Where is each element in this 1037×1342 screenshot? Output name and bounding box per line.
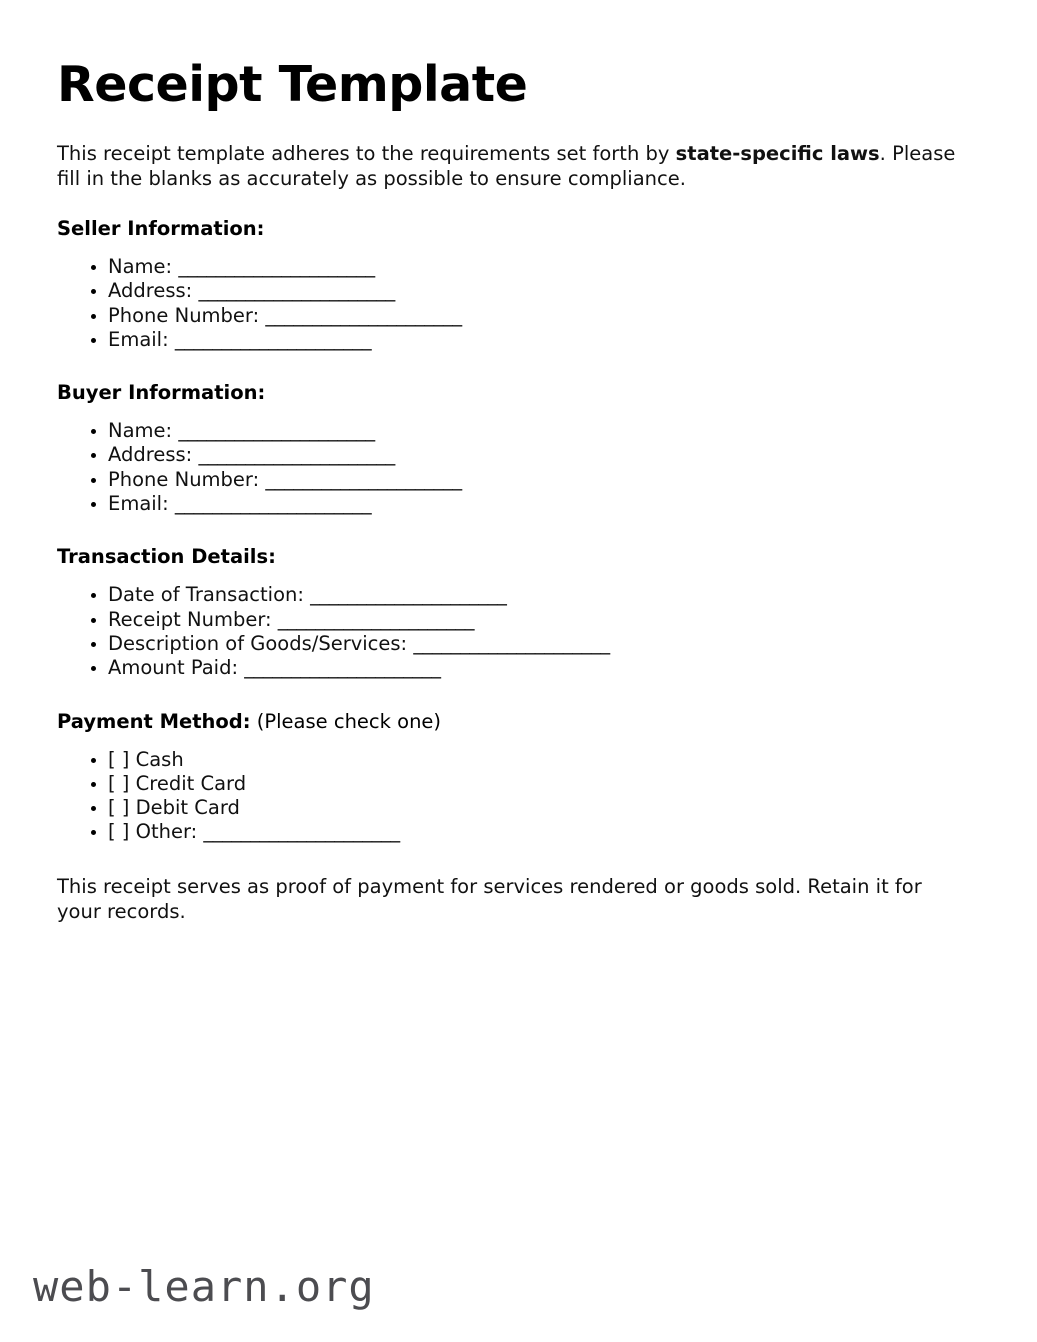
checkbox-option-debit-card[interactable]: [ ] Debit Card bbox=[108, 796, 240, 820]
list-item bbox=[57, 468, 965, 492]
intro-text-after: . Please fill in the blanks as accurately as possible to ensure compliance. bbox=[57, 142, 956, 190]
field-blank[interactable]: _____________________ bbox=[277, 607, 475, 631]
intro-text-before: This receipt template adheres to the requirements set forth by bbox=[57, 142, 676, 165]
closing-paragraph: This receipt serves as proof of payment for services rendered or goods sold. Retain it for your records. bbox=[57, 874, 922, 923]
list-item[interactable] bbox=[57, 796, 965, 820]
buyer-information-list bbox=[57, 419, 965, 516]
field-blank[interactable]: _____________________ bbox=[413, 631, 610, 655]
list-item bbox=[57, 255, 965, 279]
list-item bbox=[57, 492, 965, 516]
field-label: Phone Number: bbox=[108, 467, 266, 491]
payment-method-note: (Please check one) bbox=[250, 709, 442, 733]
field-blank[interactable]: _____________________ bbox=[198, 443, 395, 467]
field-blank[interactable]: _____________________ bbox=[203, 820, 400, 844]
list-item bbox=[57, 656, 965, 680]
field-blank[interactable]: _____________________ bbox=[265, 467, 462, 491]
field-label: Address: bbox=[108, 279, 199, 303]
payment-method-label: Payment Method: bbox=[57, 709, 251, 733]
list-item[interactable] bbox=[57, 748, 965, 772]
transaction-details-list bbox=[57, 583, 965, 680]
document-content bbox=[57, 56, 965, 924]
field-label: Receipt Number: bbox=[108, 607, 278, 631]
list-item[interactable] bbox=[57, 772, 965, 796]
checkbox-option-credit-card[interactable]: [ ] Credit Card bbox=[108, 771, 247, 795]
section-heading-buyer: Buyer Information: bbox=[57, 381, 266, 405]
field-label: Name: bbox=[108, 419, 179, 443]
list-item bbox=[57, 583, 965, 607]
field-label: Email: bbox=[108, 327, 175, 351]
field-blank[interactable]: _____________________ bbox=[178, 419, 375, 443]
field-label: Amount Paid: bbox=[108, 656, 245, 680]
page-title: Receipt Template bbox=[57, 56, 528, 113]
list-item bbox=[57, 608, 965, 632]
field-label: Date of Transaction: bbox=[108, 583, 311, 607]
field-label: Description of Goods/Services: bbox=[108, 631, 414, 655]
site-watermark: web-learn.org bbox=[33, 1262, 375, 1311]
field-blank[interactable]: _____________________ bbox=[174, 492, 372, 516]
section-heading-seller: Seller Information: bbox=[57, 217, 265, 240]
field-label: Email: bbox=[108, 492, 175, 516]
list-item bbox=[57, 304, 965, 328]
seller-information-list bbox=[57, 255, 965, 352]
list-item[interactable] bbox=[57, 820, 965, 844]
payment-method-list bbox=[57, 748, 965, 845]
section-heading-transaction: Transaction Details: bbox=[57, 545, 276, 569]
intro-emphasis: state-specific laws bbox=[675, 142, 880, 165]
field-label: Address: bbox=[108, 443, 199, 467]
checkbox-option-cash[interactable]: [ ] Cash bbox=[108, 747, 184, 771]
field-blank[interactable]: _____________________ bbox=[198, 279, 395, 303]
field-blank[interactable]: _____________________ bbox=[178, 255, 375, 278]
field-blank[interactable]: _____________________ bbox=[310, 583, 507, 607]
list-item bbox=[57, 632, 965, 656]
list-item bbox=[57, 419, 965, 443]
list-item bbox=[57, 279, 965, 303]
intro-paragraph bbox=[57, 141, 965, 191]
field-blank[interactable]: _____________________ bbox=[265, 303, 462, 327]
field-label: Name: bbox=[108, 255, 179, 278]
field-label: Phone Number: bbox=[108, 303, 266, 327]
checkbox-option-other[interactable]: [ ] Other: bbox=[108, 820, 204, 844]
field-blank[interactable]: _____________________ bbox=[174, 327, 372, 351]
section-heading-payment-method bbox=[57, 710, 965, 734]
list-item bbox=[57, 328, 965, 352]
list-item bbox=[57, 443, 965, 467]
field-blank[interactable]: _____________________ bbox=[244, 656, 441, 680]
